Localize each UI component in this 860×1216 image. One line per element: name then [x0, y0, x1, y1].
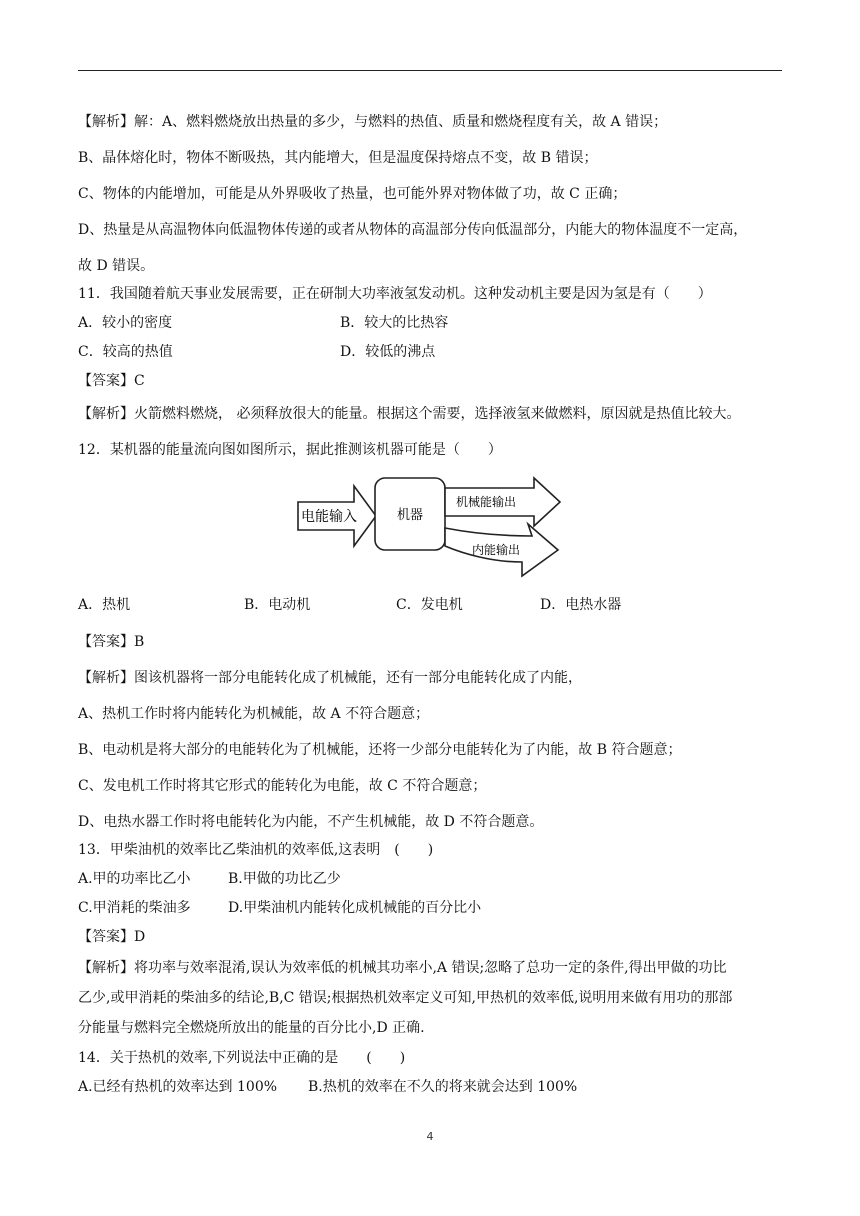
q12-analysis: 【解析】图该机器将一部分电能转化成了机械能，还有一部分电能转化成了内能， [78, 670, 582, 686]
q10-analysis-line-2: B、晶体熔化时，物体不断吸热，其内能增大，但是温度保持熔点不变，故 B 错误； [78, 150, 598, 166]
q10-analysis-line-1: 【解析】解：A、燃料燃烧放出热量的多少，与燃料的热值、质量和燃烧程度有关，故 A 错误； [78, 114, 668, 130]
q10-analysis-line-3: C、物体的内能增加，可能是从外界吸收了热量，也可能外界对物体做了功，故 C 正确； [78, 186, 627, 202]
q14-option-a: A.已经有热机的效率达到 100% [78, 1079, 278, 1095]
q14-option-b: B.热机的效率在不久的将来就会达到 100% [308, 1079, 578, 1095]
header-rule [78, 70, 782, 71]
q12-answer: 【答案】B [78, 634, 145, 650]
q11-option-d: D．较低的沸点 [340, 344, 436, 360]
q12-analysis-c: C、发电机工作时将其它形式的能转化为电能，故 C 不符合题意； [78, 778, 487, 794]
q11-option-a: A．较小的密度 [78, 315, 173, 331]
q13-option-c: C.甲消耗的柴油多 [78, 900, 191, 916]
machine-label: 机器 [397, 508, 424, 523]
q13-stem: 13．甲柴油机的效率比乙柴油机的效率低,这表明 ( ) [78, 842, 434, 858]
q13-analysis-line-2: 乙少,或甲消耗的柴油多的结论,B,C 错误;根据热机效率定义可知,甲热机的效率低,说明用来做有用功的那部 [78, 990, 733, 1006]
q11-option-b: B．较大的比热容 [340, 315, 449, 331]
q12-analysis-d: D、电热水器工作时将电能转化为内能，不产生机械能，故 D 不符合题意。 [78, 814, 544, 830]
q13-option-b: B.甲做的功比乙少 [228, 871, 341, 887]
q13-option-d: D.甲柴油机内能转化成机械能的百分比小 [228, 900, 482, 916]
q13-analysis-line-1: 【解析】将功率与效率混淆,误认为效率低的机械其功率小,A 错误;忽略了总功一定的条件,得出甲做的功比 [78, 960, 727, 976]
page-number: 4 [426, 1130, 434, 1143]
q12-option-b: B．电动机 [244, 597, 311, 613]
q12-analysis-b: B、电动机是将大部分的电能转化为了机械能，还将一少部分电能转化为了内能，故 B 符合题意； [78, 742, 682, 758]
input-label: 电能输入 [301, 509, 357, 525]
q11-option-c: C．较高的热值 [78, 344, 173, 360]
q11-analysis: 【解析】火箭燃料燃烧， 必须释放很大的能量。根据这个需要，选择液氢来做燃料，原因就是热值比较大。 [78, 406, 741, 422]
q12-option-d: D．电热水器 [540, 597, 622, 613]
q10-analysis-line-4: D、热量是从高温物体向低温物体传递的或者从物体的高温部分传向低温部分，内能大的物体温度不一定高， [78, 222, 748, 238]
energy-flow-diagram [296, 474, 564, 582]
q12-analysis-a: A、热机工作时将内能转化为机械能，故 A 不符合题意； [78, 706, 430, 722]
q12-stem: 12．某机器的能量流向图如图所示，据此推测该机器可能是（ ） [78, 442, 502, 458]
heat-output-label: 内能输出 [472, 543, 521, 557]
q13-answer: 【答案】D [78, 929, 146, 945]
q12-option-a: A．热机 [78, 597, 131, 613]
q11-stem: 11．我国随着航天事业发展需要，正在研制大功率液氢发动机。这种发动机主要是因为氢是有（ ） [78, 286, 712, 302]
mechanical-output-label: 机械能输出 [456, 495, 517, 509]
q13-option-a: A.甲的功率比乙小 [78, 871, 191, 887]
q11-answer: 【答案】C [78, 373, 145, 389]
q14-stem: 14．关于热机的效率,下列说法中正确的是 ( ) [78, 1050, 406, 1066]
q13-analysis-line-3: 分能量与燃料完全燃烧所放出的能量的百分比小,D 正确. [78, 1020, 425, 1036]
q12-option-c: C．发电机 [396, 597, 463, 613]
q10-analysis-line-5: 故 D 错误。 [78, 258, 155, 274]
